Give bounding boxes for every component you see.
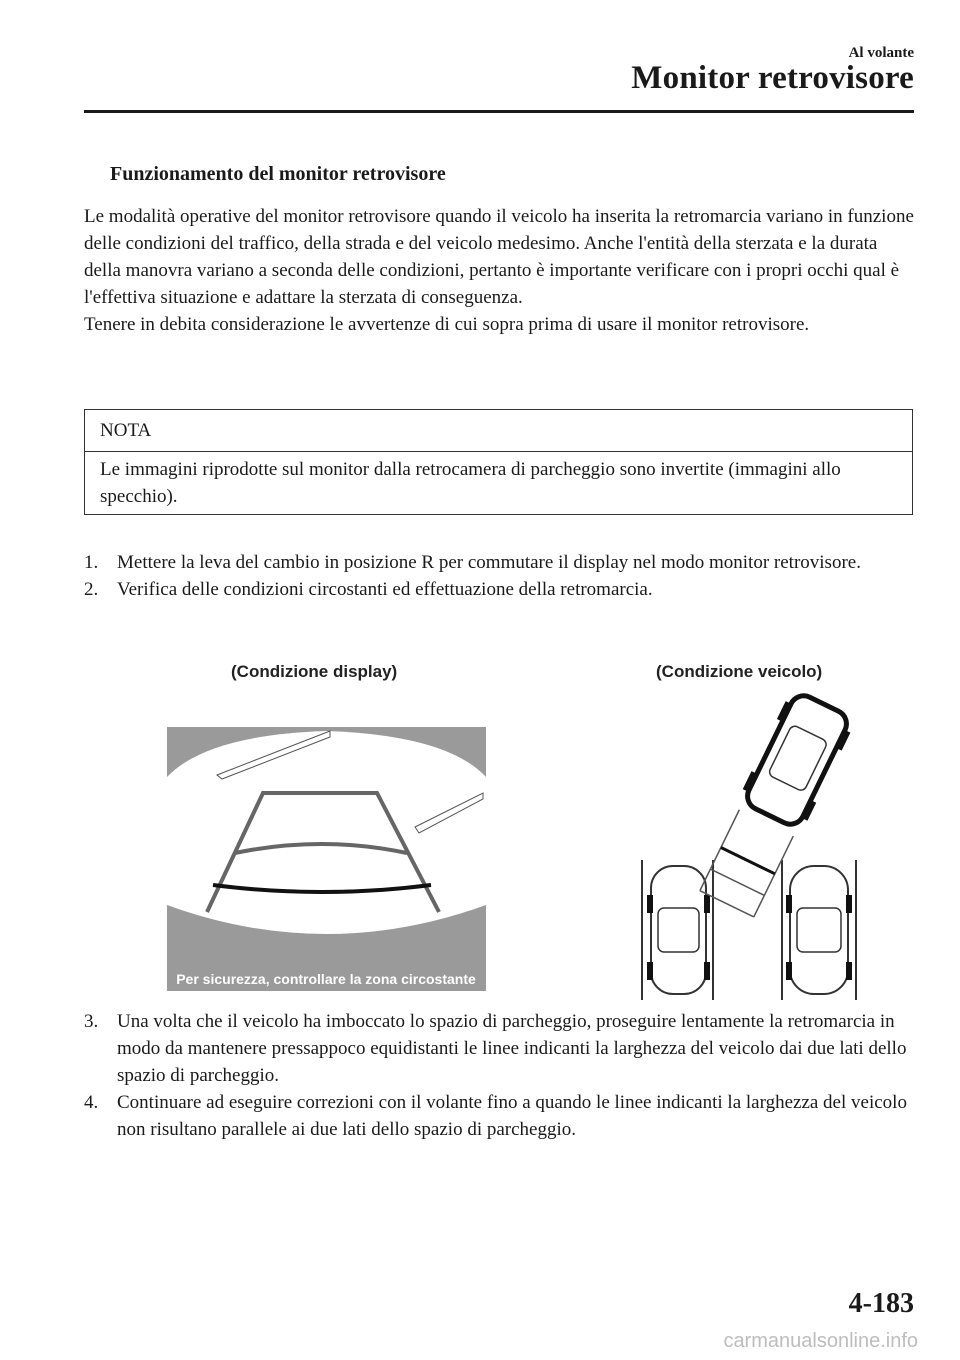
step-text: Continuare ad eseguire correzioni con il volante fino a quando le linee indicanti la larghezza del veicolo non risultano parallele ai due lati dello spazio di parcheggio. (117, 1092, 907, 1140)
subheading: Funzionamento del monitor retrovisore (110, 163, 446, 185)
nota-text: Le immagini riprodotte sul monitor dalla retrocamera di parcheggio sono invertite (immagini allo specchio). (100, 459, 841, 507)
steps-list-top (84, 549, 919, 603)
nota-heading: NOTA (85, 410, 912, 452)
step-number: 2. (84, 579, 99, 600)
step-text: Mettere la leva del cambio in posizione R per commutare il display nel modo monitor retrovisore. (117, 552, 861, 573)
paragraph: Tenere in debita considerazione le avvertenze di cui sopra prima di usare il monitor retrovisore. (84, 314, 810, 335)
parked-car-left (647, 866, 710, 994)
vehicle-illustration (632, 690, 867, 1000)
parked-car-right (786, 866, 852, 994)
step-number: 4. (84, 1092, 99, 1113)
display-caption: (Condizione display) (231, 662, 398, 681)
vehicle-caption: (Condizione veicolo) (656, 662, 823, 681)
list-item (84, 576, 919, 603)
step-number: 1. (84, 552, 99, 573)
step-number: 3. (84, 1011, 99, 1032)
watermark: carmanualsonline.info (723, 1330, 918, 1352)
paragraph: Le modalità operative del monitor retrovisore quando il veicolo ha inserita la retromarcia variano in funzione delle condizioni del traffico, della strada e del veicolo medesimo. Anche l'entità della sterzata e la durata della manovra variano a seconda delle condizioni, pertanto è importante verificare con i propri occhi qual è l'effettiva situazione e adattare la sterzata di conseguenza. (84, 206, 914, 308)
step-text: Verifica delle condizioni circostanti ed effettuazione della retromarcia. (117, 579, 653, 600)
list-item (84, 1008, 919, 1089)
steps-list-bottom (84, 1008, 919, 1143)
display-illustration (167, 727, 486, 991)
header-rule (84, 110, 914, 113)
list-item (84, 549, 919, 576)
nota-box (84, 409, 913, 515)
display-banner-text: Per sicurezza, controllare la zona circostante (176, 971, 476, 987)
page-number: 4-183 (848, 1288, 914, 1319)
section-label: Al volante (848, 45, 914, 61)
page-title: Monitor retrovisore (631, 60, 914, 96)
intro-text (84, 203, 919, 338)
list-item (84, 1089, 919, 1143)
step-text: Una volta che il veicolo ha imboccato lo spazio di parcheggio, proseguire lentamente la retromarcia in modo da mantenere pressappoco equidistanti le linee indicanti la larghezza del veicolo dai due lati dello spazio di parcheggio. (117, 1011, 907, 1086)
